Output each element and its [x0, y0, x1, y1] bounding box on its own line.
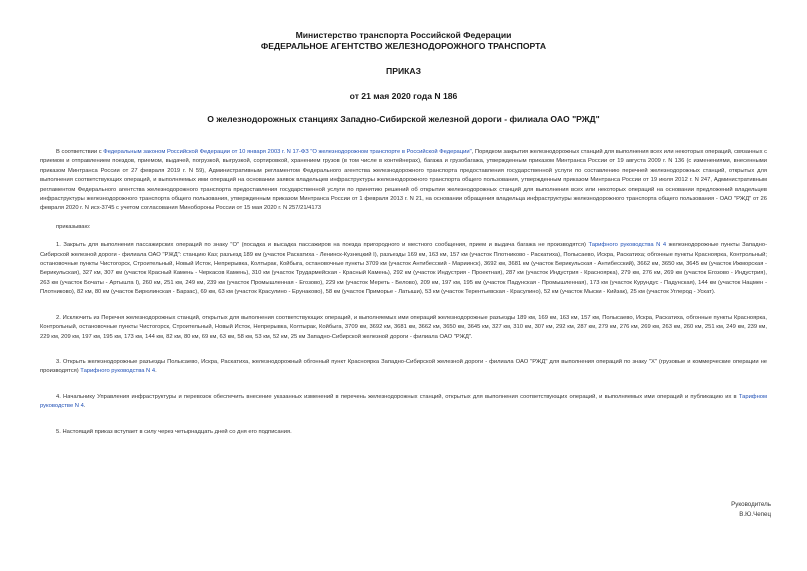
- document-date-number: от 21 мая 2020 года N 186: [349, 91, 458, 101]
- preamble-paragraph: В соответствии с Федеральным законом Российской Федерации от 10 января 2003 г. N 17-ФЗ "О железнодорожном транспорте в Российской Федерации", Порядком закрытия железнодорожных станций для выполнения всех или некоторых операций, связанных с приемом и отправлением поездов, приемом, выдачей, погрузкой, выгрузкой, сортировкой, хранением грузов (в том числе в контейнерах), багажа и грузобагажа, утвержденным приказом Минтранса России от 19 августа 2009 г. N 136 (с изменениями, внесенными приказом Минтранса России от 27 февраля 2019 г. N 59), Административным регламентом Федерального агентства железнодорожного транспорта предоставления государственной услуги по составлению перечней железнодорожных станций, открытых для выполнения соответствующих операций, и выполняемых ими операций на основании заявок владельцев инфраструктуры железнодорожного транспорта общего пользования, утвержденным приказом Минтранса России от 19 июля 2012 г. N 247, Административным регламентом Федерального агентства железнодорожного транспорта предоставления государственной услуги по принятию решений об открытии железнодорожных станций для выполнения всех или некоторых операций на основании предложений владельцев инфраструктуры железнодорожного транспорта общего пользования, утвержденным приказом Минтранса России от 1 февраля 2013 г. N 21, на основании обращения владельца инфраструктуры железнодорожного транспорта общего пользования - ОАО "РЖД" от 26 февраля 2020 г. N исх-3745 с учетом согласования Минобороны России от 15 мая 2020 г. N 257/21/4173: [40, 149, 768, 212]
- item-3: 3. Открыть железнодорожные разъезды Полысаево, Искра, Раскатиха, железнодорожный обгонный пункт Красноярка Западно-Сибирской железной дороги - филиала ОАО "РЖД" для выполнения операций по знаку "Х" (грузовые и коммерческие операции не производятся) Тарифного руководства N 4.: [40, 358, 767, 375]
- document-title: О железнодорожных станциях Западно-Сибирской железной дороги - филиала ОАО "РЖД": [207, 114, 600, 124]
- signatory-role: Руководитель: [731, 501, 771, 508]
- order-word: приказываю:: [56, 223, 91, 230]
- tariff-guide-link-3[interactable]: Тарифном руководстве N 4: [40, 393, 767, 410]
- signatory-name: В.Ю.Чепец: [739, 511, 771, 518]
- document-body: [40, 148, 767, 437]
- item-1: 1. Закрыть для выполнения пассажирских операций по знаку "О" (посадка и высадка пассажиров на поезда пригородного и местного сообщения, прием и выдача багажа не производятся) Тарифного руководства N 4 железнодорожные пункты Западно-Сибирской железной дороги - филиала ОАО "РЖД": станцию Каз; разъезд 189 км (участок Раскатиха - Ленинск-Кузнецкий I), разъезды 169 км, 163 км, 157 км (участок Плотниково - Раскатиха), Полысаево, Искра, Раскатиха; обгонные пункты Красноярка, Контрольный; остановочные пункты Чистогорск, Строительный, Новый Исток, Непрерывка, Колтырак, Койбыга, остановочные пункты 3709 км (участок Антибесский - Мариинск), 3692 км, 3681 км (участок Берикульская - Антибесский), 3662 км, 3650 км, 3645 км (участок Ижморская - Берикульская), 327 км, 307 км (участок Красный Камень - Черкасов Камень), 310 км (участок Трудармейская - Красный Камень), 292 км (участок Индустрия - Проектная), 287 км (участок Индустрия - Красноярка), 279 км, 276 км, 269 км (участок Егозово - Индустрия), 263 км (участок Бочаты - Артышта I), 260 км, 251 км, 249 км, 239 км (участок Промышленная - Егозово), 229 км (участок Мереть - Белово), 209 км, 197 км, 195 км (участок Падунская - Промышленная), 173 км (участок Курундус - Падунская), 144 км (участок Нацмен - Плотниково), 82 км, 80 км (участок Бирюлинская - Барзас), 69 км, 63 км (участок Красулино - Ерунаково), 58 км (участок Приморье - Латыши), 53 км (участок Терентьевская - Красулино), 52 км (участок Мыски - Кийзак), 25 км (участок Углерод - Ускат).: [40, 242, 768, 296]
- document-type: ПРИКАЗ: [386, 66, 421, 76]
- document-header: [40, 30, 767, 102]
- item-2: 2. Исключить из Перечня железнодорожных станций, открытых для выполнения соответствующих операций, и выполняемых ими операций железнодорожные разъезды 189 км, 169 км, 163 км, 157 км, Полысаево, Искра, Раскатиха, обгонные пункты Красноярка, Контрольный, остановочные пункты Чистогорск, Строительный, Новый Исток, Непрерывка, Колтырак, Койбыга, 3709 км, 3692 км, 3681 км, 3662 км, 3650 км, 3645 км, 327 км, 310 км, 307 км, 292 км, 287 км, 279 км, 276 км, 269 км, 263 км, 260 км, 251 км, 249 км, 239 км, 229 км, 209 км, 197 км, 195 км, 173 км, 144 км, 82 км, 80 км, 69 км, 63 км, 58 км, 53 км, 52 км, 25 км Западно-Сибирской железной дороги - филиала ОАО "РЖД".: [40, 314, 767, 340]
- ministry-name: Министерство транспорта Российской Федерации: [295, 30, 512, 40]
- tariff-guide-link-1[interactable]: Тарифного руководства N 4: [588, 242, 667, 249]
- federal-law-link[interactable]: Федеральным законом Российской Федерации от 10 января 2003 г. N 17-ФЗ "О железнодорожном транспорте в Российской Федерации": [103, 149, 472, 155]
- item-5: 5. Настоящий приказ вступает в силу через четырнадцать дней со дня его подписания.: [56, 428, 292, 435]
- item-4: 4. Начальнику Управления инфраструктуры и перевозок обеспечить внесение указанных изменений в перечень железнодорожных станций, открытых для выполнения соответствующих операций, и выполняемых ими операций и публикацию их в Тарифном руководстве N 4.: [40, 393, 767, 410]
- tariff-guide-link-2[interactable]: Тарифного руководства N 4: [80, 368, 156, 375]
- agency-name: ФЕДЕРАЛЬНОЕ АГЕНТСТВО ЖЕЛЕЗНОДОРОЖНОГО ТРАНСПОРТА: [260, 41, 547, 51]
- signature-block: [731, 500, 771, 520]
